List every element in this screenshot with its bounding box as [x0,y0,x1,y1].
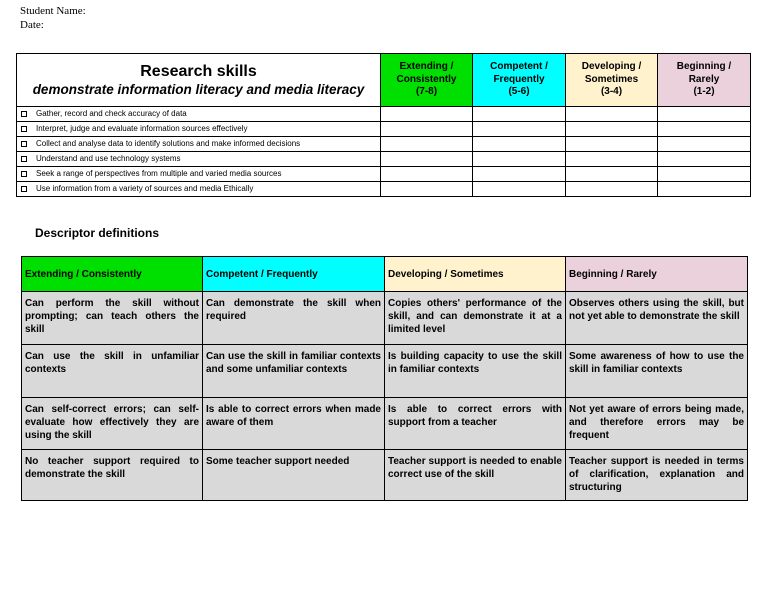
checkbox-icon[interactable] [21,186,27,192]
skill-cell [17,107,381,122]
descriptor-cell: Some teacher support needed [203,450,385,501]
level-range: (7-8) [415,86,438,98]
descriptor-row [22,398,748,450]
checkbox-icon[interactable] [21,111,27,117]
descriptor-header-extending: Extending / Consistently [22,257,203,292]
rating-cell-extending[interactable] [381,107,473,122]
date-label: Date: [20,19,44,31]
descriptor-row [22,345,748,398]
rating-cell-competent[interactable] [473,137,566,152]
rating-cell-developing[interactable] [566,137,658,152]
skill-label: Use information from a variety of sources and media Ethically [36,184,254,193]
level-header-competent [473,54,566,107]
skill-label: Gather, record and check accuracy of data [36,109,187,118]
level-label: Competent / [490,61,548,73]
skill-row [17,122,751,137]
checkbox-icon[interactable] [21,126,27,132]
rating-cell-extending[interactable] [381,122,473,137]
descriptor-cell: Some awareness of how to use the skill in familiar contexts [566,345,748,398]
descriptor-cell: Observes others using the skill, but not yet able to demonstrate the skill [566,292,748,345]
rating-cell-extending[interactable] [381,152,473,167]
rating-cell-extending[interactable] [381,182,473,197]
descriptor-cell: Copies others' performance of the skill, and can demonstrate it at a limited level [385,292,566,345]
rating-cell-competent[interactable] [473,122,566,137]
descriptor-cell: Can use the skill in unfamiliar contexts [22,345,203,398]
descriptor-header-competent: Competent / Frequently [203,257,385,292]
descriptor-cell: Teacher support is needed in terms of clarification, explanation and structuring [566,450,748,501]
skill-cell [17,167,381,182]
skill-label: Seek a range of perspectives from multiple and varied media sources [36,169,282,178]
descriptor-cell: Can self-correct errors; can self-evaluate how effectively they are using the skill [22,398,203,450]
descriptor-cell: No teacher support required to demonstrate the skill [22,450,203,501]
rating-cell-competent[interactable] [473,182,566,197]
descriptor-cell: Can use the skill in familiar contexts and some unfamiliar contexts [203,345,385,398]
level-header-beginning [658,54,751,107]
descriptor-header-row [22,257,748,292]
rubric-table [16,53,751,197]
level-range: (3-4) [600,86,623,98]
descriptor-cell: Teacher support is needed to enable correct use of the skill [385,450,566,501]
descriptor-cell: Is able to correct errors with support from a teacher [385,398,566,450]
skill-cell [17,152,381,167]
skill-cell [17,182,381,197]
checkbox-icon[interactable] [21,141,27,147]
rating-cell-beginning[interactable] [658,137,751,152]
skill-cell [17,137,381,152]
skill-label: Collect and analyse data to identify solutions and make informed decisions [36,139,301,148]
descriptor-cell: Not yet aware of errors being made, and therefore errors may be frequent [566,398,748,450]
skill-row [17,137,751,152]
rubric-subtitle: demonstrate information literacy and media literacy [32,82,365,97]
rubric-header-row [17,54,751,107]
level-label: Developing / [581,61,642,73]
level-range: (1-2) [693,86,715,98]
rubric-title: Research skills [140,63,257,80]
rating-cell-beginning[interactable] [658,107,751,122]
descriptor-cell: Can demonstrate the skill when required [203,292,385,345]
rating-cell-competent[interactable] [473,107,566,122]
level-label: Consistently [396,73,457,85]
level-label: Extending / [399,61,454,73]
student-name-label: Student Name: [20,5,86,17]
descriptor-cell: Can perform the skill without prompting; can teach others the skill [22,292,203,345]
rating-cell-developing[interactable] [566,152,658,167]
descriptor-table [21,256,748,501]
skill-cell [17,122,381,137]
rating-cell-competent[interactable] [473,167,566,182]
checkbox-icon[interactable] [21,156,27,162]
descriptor-section-title: Descriptor definitions [35,226,160,240]
rating-cell-developing[interactable] [566,122,658,137]
descriptor-header-developing: Developing / Sometimes [385,257,566,292]
level-label: Frequently [493,73,545,85]
rating-cell-developing[interactable] [566,182,658,197]
rating-cell-beginning[interactable] [658,167,751,182]
descriptor-row [22,450,748,501]
level-label: Sometimes [584,73,639,85]
rating-cell-developing[interactable] [566,107,658,122]
rating-cell-extending[interactable] [381,137,473,152]
descriptor-row [22,292,748,345]
level-header-developing [566,54,658,107]
descriptor-cell: Is building capacity to use the skill in familiar contexts [385,345,566,398]
skill-label: Understand and use technology systems [36,154,181,163]
skill-row [17,182,751,197]
rating-cell-beginning[interactable] [658,182,751,197]
skill-row [17,107,751,122]
rating-cell-beginning[interactable] [658,122,751,137]
rubric-title-cell [17,54,381,107]
level-label: Beginning / [676,61,732,73]
rating-cell-extending[interactable] [381,167,473,182]
level-header-extending [381,54,473,107]
checkbox-icon[interactable] [21,171,27,177]
rating-cell-competent[interactable] [473,152,566,167]
level-range: (5-6) [508,86,530,98]
skill-row [17,167,751,182]
rating-cell-developing[interactable] [566,167,658,182]
descriptor-cell: Is able to correct errors when made aware of them [203,398,385,450]
descriptor-header-beginning: Beginning / Rarely [566,257,748,292]
skill-row [17,152,751,167]
skill-label: Interpret, judge and evaluate information sources effectively [36,124,248,133]
rating-cell-beginning[interactable] [658,152,751,167]
level-label: Rarely [688,73,720,85]
